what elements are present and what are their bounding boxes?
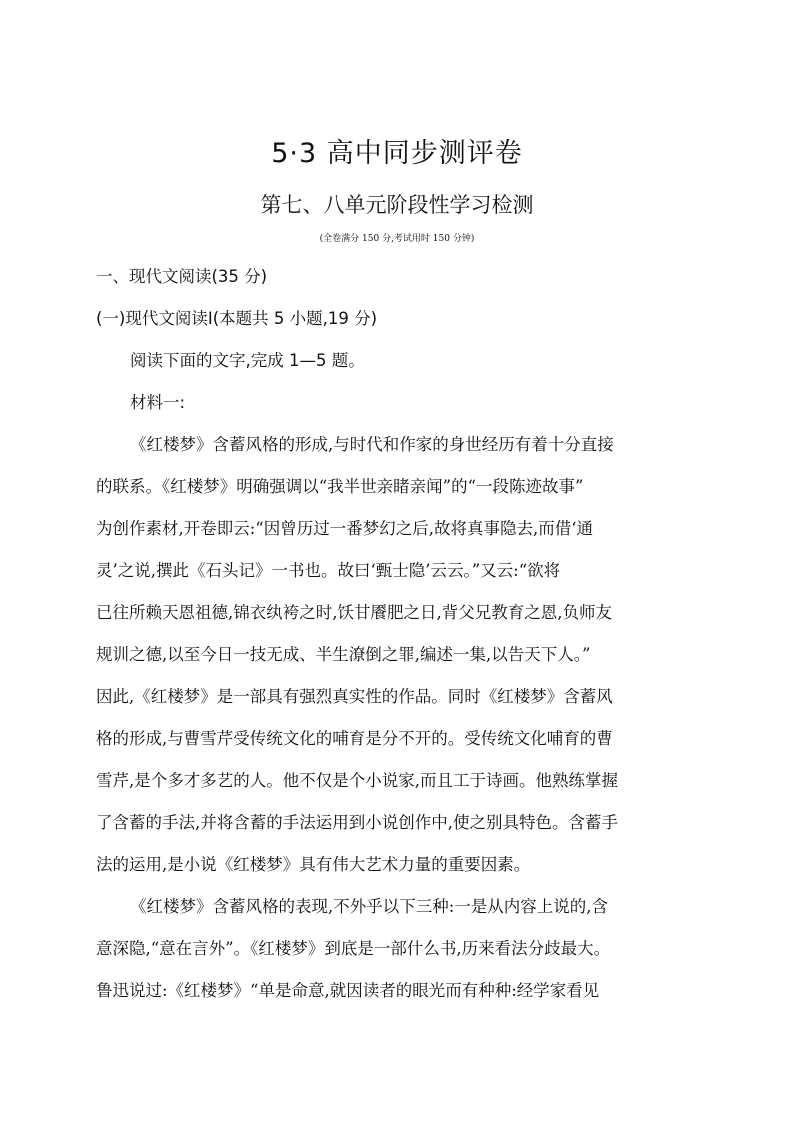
passage-line: 因此,《红楼梦》是一部具有强烈真实性的作品。同时《红楼梦》含蓄风 xyxy=(96,687,613,706)
reading-instruction: 阅读下面的文字,完成 1—5 题。 xyxy=(130,351,365,370)
passage-line: 了含蓄的手法,并将含蓄的手法运用到小说创作中,使之别具特色。含蓄手 xyxy=(96,813,618,832)
passage-line: 《红楼梦》含蓄风格的表现,不外乎以下三种:一是从内容上说的,含 xyxy=(130,897,609,916)
exam-title: 5·3 高中同步测评卷 xyxy=(271,138,523,169)
passage-line: 鲁迅说过:《红楼梦》“单是命意,就因读者的眼光而有种种:经学家看见 xyxy=(96,981,600,1000)
exam-subtitle: 第七、八单元阶段性学习检测 xyxy=(260,193,534,217)
passage-line: 灵’之说,撰此《石头记》一书也。故曰‘甄士隐’云云。”又云:“欲将 xyxy=(96,561,561,580)
passage-line: 已往所赖天恩祖德,锦衣纨袴之时,饫甘餍肥之日,背父兄教育之恩,负师友 xyxy=(96,603,612,622)
passage-line: 《红楼梦》含蓄风格的形成,与时代和作家的身世经历有着十分直接 xyxy=(130,435,614,454)
passage-line: 规训之德,以至今日一技无成、半生潦倒之罪,编述一集,以告天下人。” xyxy=(96,645,591,664)
material-label: 材料一: xyxy=(130,393,186,412)
passage-line: 法的运用,是小说《红楼梦》具有伟大艺术力量的重要因素。 xyxy=(96,855,531,874)
passage-line: 意深隐,“意在言外”。《红楼梦》到底是一部什么书,历来看法分歧最大。 xyxy=(96,939,611,958)
subsection-heading: (一)现代文阅读Ⅰ(本题共 5 小题,19 分) xyxy=(96,309,378,328)
passage-line: 为创作素材,开卷即云:“因曾历过一番梦幻之后,故将真事隐去,而借‘通 xyxy=(96,519,593,538)
passage-line: 雪芹,是个多才多艺的人。他不仅是个小说家,而且工于诗画。他熟练掌握 xyxy=(96,771,618,790)
passage-line: 的联系。《红楼梦》明确强调以“我半世亲睹亲闻”的“一段陈迹故事” xyxy=(96,477,584,496)
passage-line: 格的形成,与曹雪芹受传统文化的哺育是分不开的。受传统文化哺育的曹 xyxy=(96,729,613,748)
section-heading: 一、现代文阅读(35 分) xyxy=(96,267,268,286)
score-time-note: (全卷满分 150 分,考试用时 150 分钟) xyxy=(319,234,475,244)
